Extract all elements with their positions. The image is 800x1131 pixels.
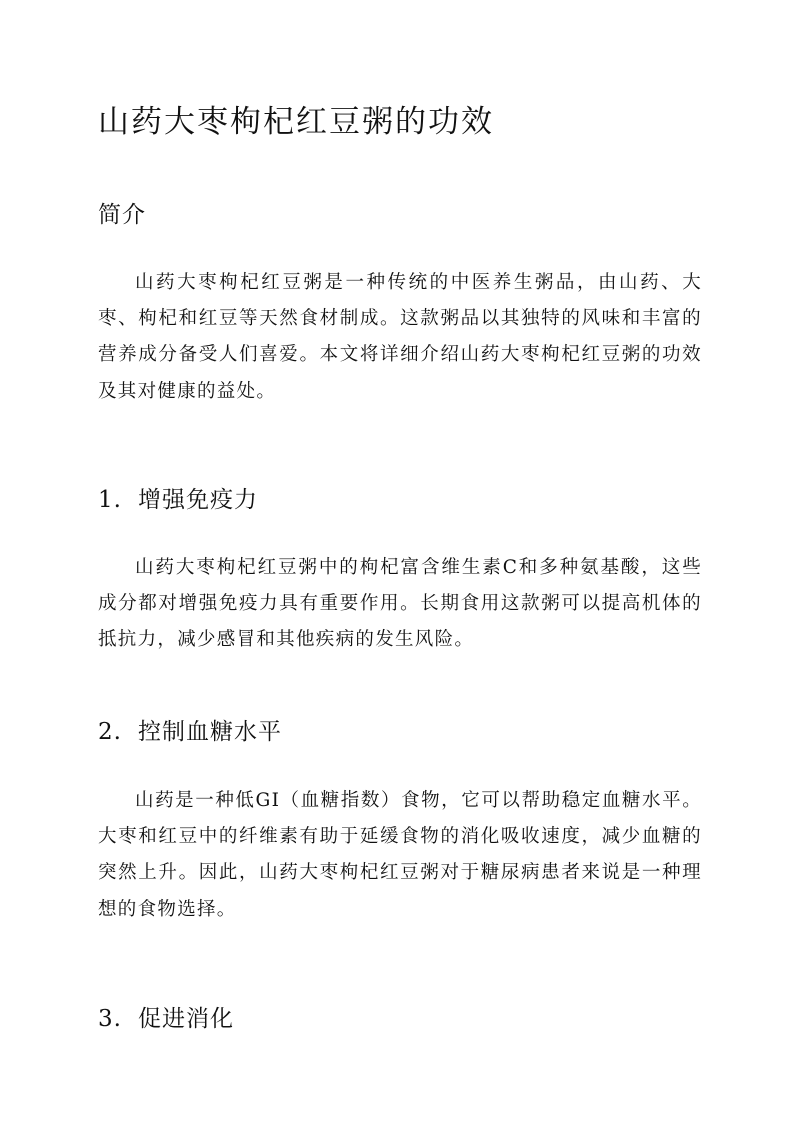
page-title: 山药大枣枸杞红豆粥的功效 [98, 104, 494, 140]
paragraph-intro: 山药大枣枸杞红豆粥是一种传统的中医养生粥品，由山药、大枣、枸杞和红豆等天然食材制成。这款粥品以其独特的风味和丰富的营养成分备受人们喜爱。本文将详细介绍山药大枣枸杞红豆粥的功效及其对健康的益处。 [98, 272, 702, 402]
section-number: 1. [98, 487, 122, 513]
section-title: 促进消化 [138, 1006, 234, 1032]
section-heading-digestion [98, 1000, 234, 1033]
section-number: 2. [98, 719, 122, 745]
section-title: 增强免疫力 [138, 487, 258, 513]
section-title: 控制血糖水平 [138, 719, 282, 745]
paragraph-immunity: 山药大枣枸杞红豆粥中的枸杞富含维生素C和多种氨基酸，这些成分都对增强免疫力具有重要作用。长期食用这款粥可以提高机体的抵抗力，减少感冒和其他疾病的发生风险。 [98, 557, 702, 651]
section-heading-intro: 简介 [98, 202, 146, 228]
section-heading-immunity [98, 481, 258, 514]
section-number: 3. [98, 1006, 122, 1032]
section-heading-blood-sugar [98, 713, 282, 746]
paragraph-blood-sugar: 山药是一种低GI（血糖指数）食物，它可以帮助稳定血糖水平。大枣和红豆中的纤维素有助于延缓食物的消化吸收速度，减少血糖的突然上升。因此，山药大枣枸杞红豆粥对于糖尿病患者来说是一种理想的食物选择。 [98, 790, 702, 920]
